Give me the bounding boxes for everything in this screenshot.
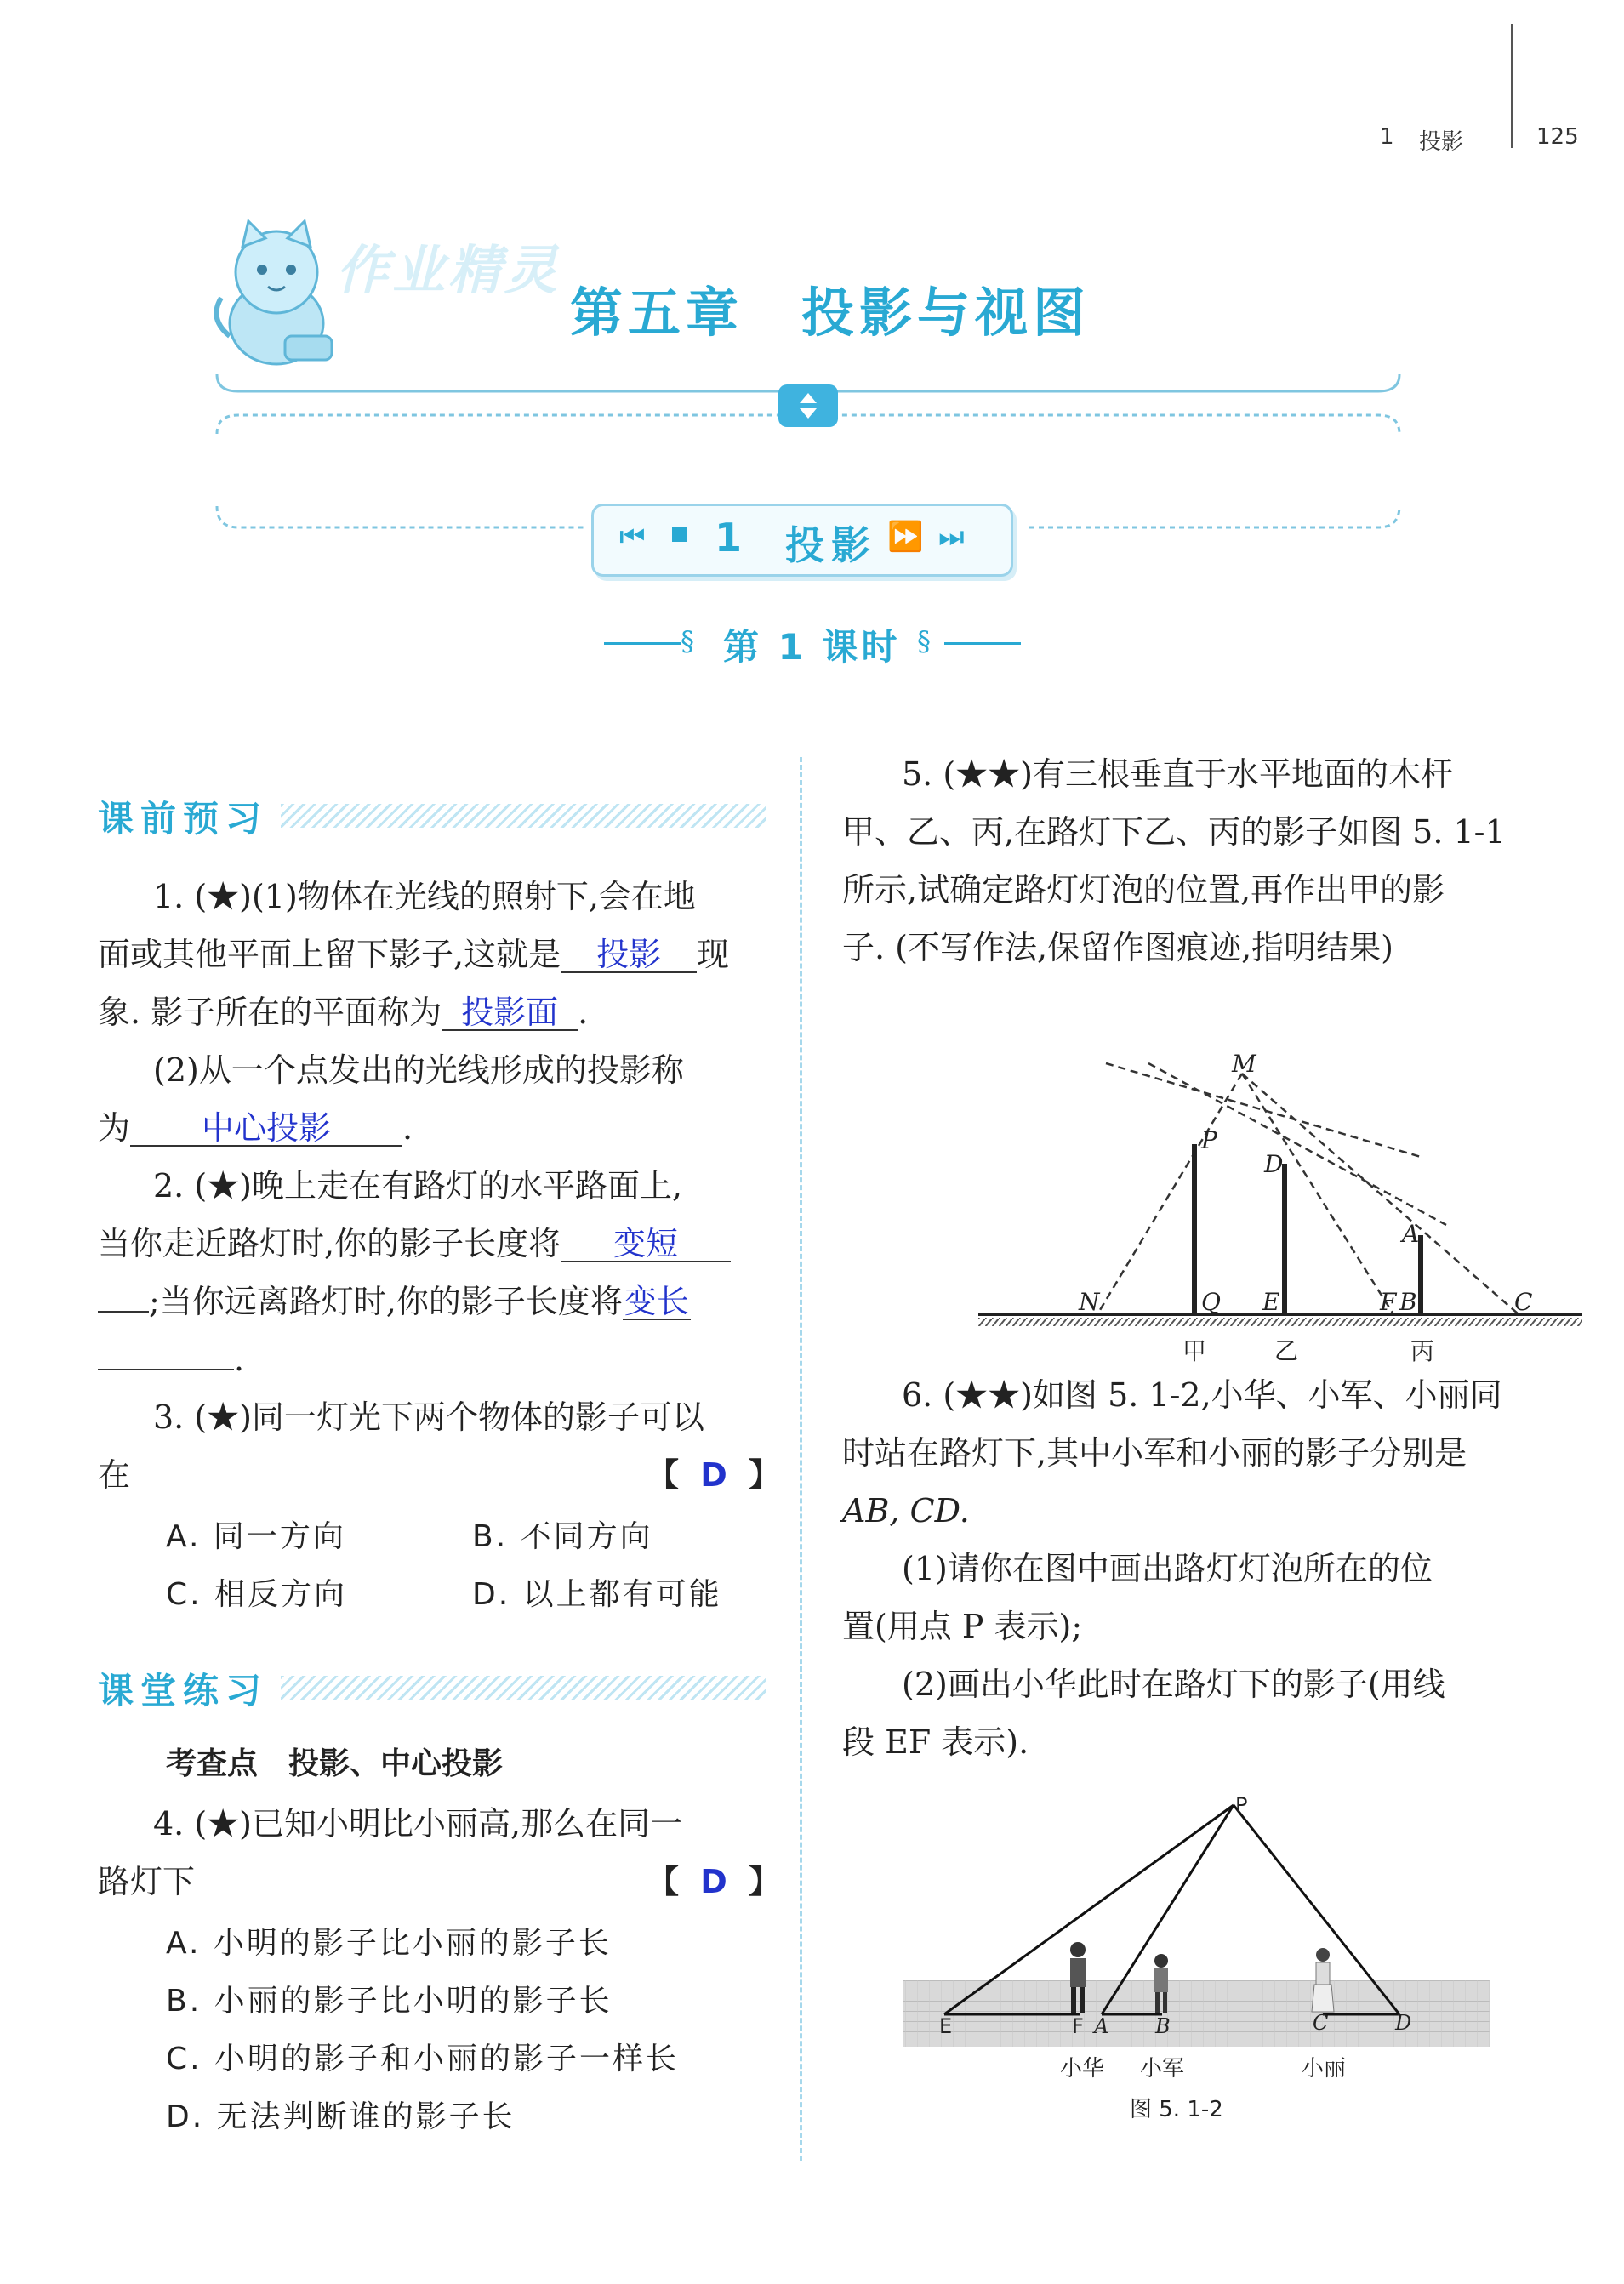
header-divider [1511, 24, 1513, 148]
q4-option-c: C. 小明的影子和小丽的影子一样长 [166, 2042, 680, 2076]
practice-heading: 课堂练习 [98, 1670, 269, 1712]
q1-line1: 1. (★)(1)物体在光线的照射下,会在地 [153, 878, 696, 915]
q1-line3 [98, 983, 588, 1041]
ground-hatch [978, 1318, 1582, 1326]
column-divider [800, 757, 802, 2161]
header-section-name: 投影 [1419, 129, 1464, 155]
q1-line4: (2)从一个点发出的光线形成的投影称 [153, 1051, 684, 1089]
label-xiaojun: 小军 [1140, 2056, 1185, 2082]
q3-line1: 3. (★)同一灯光下两个物体的影子可以 [153, 1398, 704, 1436]
q3-option-b: B. 不同方向 [472, 1519, 653, 1554]
q3-bracket-left: 【 [647, 1456, 680, 1494]
q2-line3 [98, 1273, 691, 1330]
lesson-label: 第 1 课时 [723, 626, 901, 668]
section-title-box [591, 504, 1013, 577]
point-f-2: F [1072, 2014, 1084, 2038]
q1-answer-1: 投影 [561, 937, 697, 973]
point-m: M [1232, 1050, 1256, 1078]
q1-answer-3: 中心投影 [130, 1111, 402, 1147]
q1-line2-end: 现 [697, 936, 730, 973]
q2-line1: 2. (★)晚上走在有路灯的水平路面上, [153, 1167, 683, 1205]
point-b-2: B [1155, 2014, 1171, 2038]
q3-option-a: A. 同一方向 [166, 1519, 346, 1554]
q6-sub1-line1: (1)请你在图中画出路灯灯泡所在的位 [902, 1550, 1433, 1587]
q3-option-c: C. 相反方向 [166, 1577, 348, 1612]
q4-line1: 4. (★)已知小明比小丽高,那么在同一 [153, 1805, 683, 1843]
page-number: 125 [1536, 124, 1579, 150]
person-xiaoli [1312, 1948, 1334, 2012]
point-e-2: E [939, 2014, 953, 2038]
q1-line5 [98, 1099, 413, 1157]
q6-sub1-line2: 置(用点 P 表示); [842, 1608, 1083, 1645]
q2-answer-1: 变短 [561, 1227, 731, 1262]
q6-sub2-line2: 段 EF 表示). [842, 1723, 1029, 1761]
watermark-text: 作业精灵 [336, 239, 561, 301]
section-num: 1 [715, 515, 749, 561]
label-jia: 甲 [1182, 1337, 1207, 1365]
ray-m-to-f [1242, 1074, 1393, 1314]
point-a: A [1402, 1220, 1420, 1248]
q3-answer: D [700, 1456, 727, 1494]
q5-line1: 5. (★★)有三根垂直于水平地面的木杆 [902, 755, 1453, 793]
q5-line2: 甲、乙、丙,在路灯下乙、丙的影子如图 5. 1-1 [842, 813, 1506, 851]
ray-m-to-n [1097, 1074, 1242, 1314]
point-d: D [1264, 1150, 1284, 1178]
q4-bracket-right: 】 [749, 1863, 782, 1900]
q3-bracket-right: 】 [749, 1456, 782, 1494]
q2-answer-2: 变长 [624, 1283, 689, 1320]
q2-line2-text: 当你走近路灯时,你的影子长度将 [98, 1225, 561, 1262]
point-n: N [1079, 1288, 1100, 1316]
point-p: P [1201, 1126, 1217, 1154]
q5-line4: 子. (不写作法,保留作图痕迹,指明结果) [842, 929, 1393, 966]
point-e: E [1262, 1288, 1280, 1316]
point-q: Q [1201, 1288, 1221, 1316]
point-b: B [1399, 1288, 1417, 1316]
figure-caption: 图 5. 1-2 [1130, 2097, 1223, 2122]
q1-line2 [98, 926, 729, 983]
preview-heading: 课前预习 [98, 798, 269, 840]
header-section-num: 1 [1380, 124, 1394, 150]
practice-heading-stripe [281, 1676, 766, 1700]
q1-line3-text: 象. 影子所在的平面称为 [98, 994, 442, 1031]
q6-line3: AB, CD. [842, 1492, 970, 1529]
q4-option-b: B. 小丽的影子比小明的影子长 [166, 1984, 613, 2019]
q2-line4-end: . [234, 1341, 245, 1378]
q4-answer: D [700, 1863, 727, 1900]
q2-blank-cont-2 [98, 1369, 234, 1370]
ray-d-extension [1106, 1063, 1421, 1157]
label-yi: 乙 [1274, 1337, 1299, 1365]
q3-line2: 在 [98, 1456, 131, 1494]
practice-topic: 考查点 投影、中心投影 [166, 1746, 504, 1781]
banner-divider [213, 349, 1404, 451]
section-name: 投影 [785, 522, 877, 568]
cat-mascot-icon [204, 217, 349, 370]
q5-line3: 所示,试确定路灯灯泡的位置,再作出甲的影 [842, 871, 1445, 908]
point-a-2: A [1094, 2014, 1109, 2038]
q1-line5-end: . [402, 1109, 413, 1147]
preview-heading-stripe [281, 804, 766, 828]
point-d-2: D [1395, 2011, 1412, 2035]
q3-bracket [647, 1446, 781, 1504]
q2-blank-cont [98, 1311, 149, 1313]
q1-line5-text: 为 [98, 1109, 131, 1147]
lesson-line-right [944, 642, 1021, 645]
chapter-title: 第五章 投影与视图 [570, 282, 1091, 344]
q2-line3-text: ;当你远离路灯时,你的影子长度将 [149, 1283, 623, 1320]
q1-line3-end: . [578, 994, 589, 1031]
q6-sub2-line1: (2)画出小华此时在路灯下的影子(用线 [902, 1666, 1445, 1703]
label-xiaoli: 小丽 [1302, 2056, 1347, 2082]
point-c-2: C [1313, 2011, 1329, 2035]
q3-option-d: D. 以上都有可能 [472, 1577, 722, 1612]
bullet-icon [672, 527, 687, 542]
q2-line2 [98, 1215, 731, 1273]
q4-bracket-left: 【 [647, 1863, 680, 1900]
q6-line1: 6. (★★)如图 5. 1-2,小华、小军、小丽同 [902, 1376, 1502, 1414]
point-p-2: P [1235, 1793, 1248, 1817]
q4-line2: 路灯下 [98, 1863, 196, 1900]
q4-option-a: A. 小明的影子比小丽的影子长 [166, 1926, 612, 1961]
point-c: C [1514, 1288, 1533, 1316]
figure-5-1-2 [893, 1786, 1514, 2127]
q2-line4 [98, 1330, 244, 1388]
q4-option-d: D. 无法判断谁的影子长 [166, 2099, 516, 2134]
lesson-ornament-left: § [681, 625, 694, 658]
q1-line2-text: 面或其他平面上留下影子,这就是 [98, 936, 561, 973]
q1-answer-2: 投影面 [442, 995, 578, 1031]
figure-5-1-1 [978, 1038, 1582, 1378]
next-icon: ⏩ [887, 520, 924, 554]
label-bing: 丙 [1410, 1337, 1435, 1365]
point-f: F [1380, 1288, 1397, 1316]
prev-icon: ⏮ [619, 520, 646, 554]
lesson-ornament-right: § [917, 625, 931, 658]
q4-bracket [647, 1853, 781, 1911]
label-xiaohua: 小华 [1060, 2056, 1105, 2082]
lesson-line-left [604, 642, 681, 645]
q6-line2: 时站在路灯下,其中小军和小丽的影子分别是 [842, 1434, 1467, 1472]
last-icon: ⏭ [938, 520, 965, 554]
